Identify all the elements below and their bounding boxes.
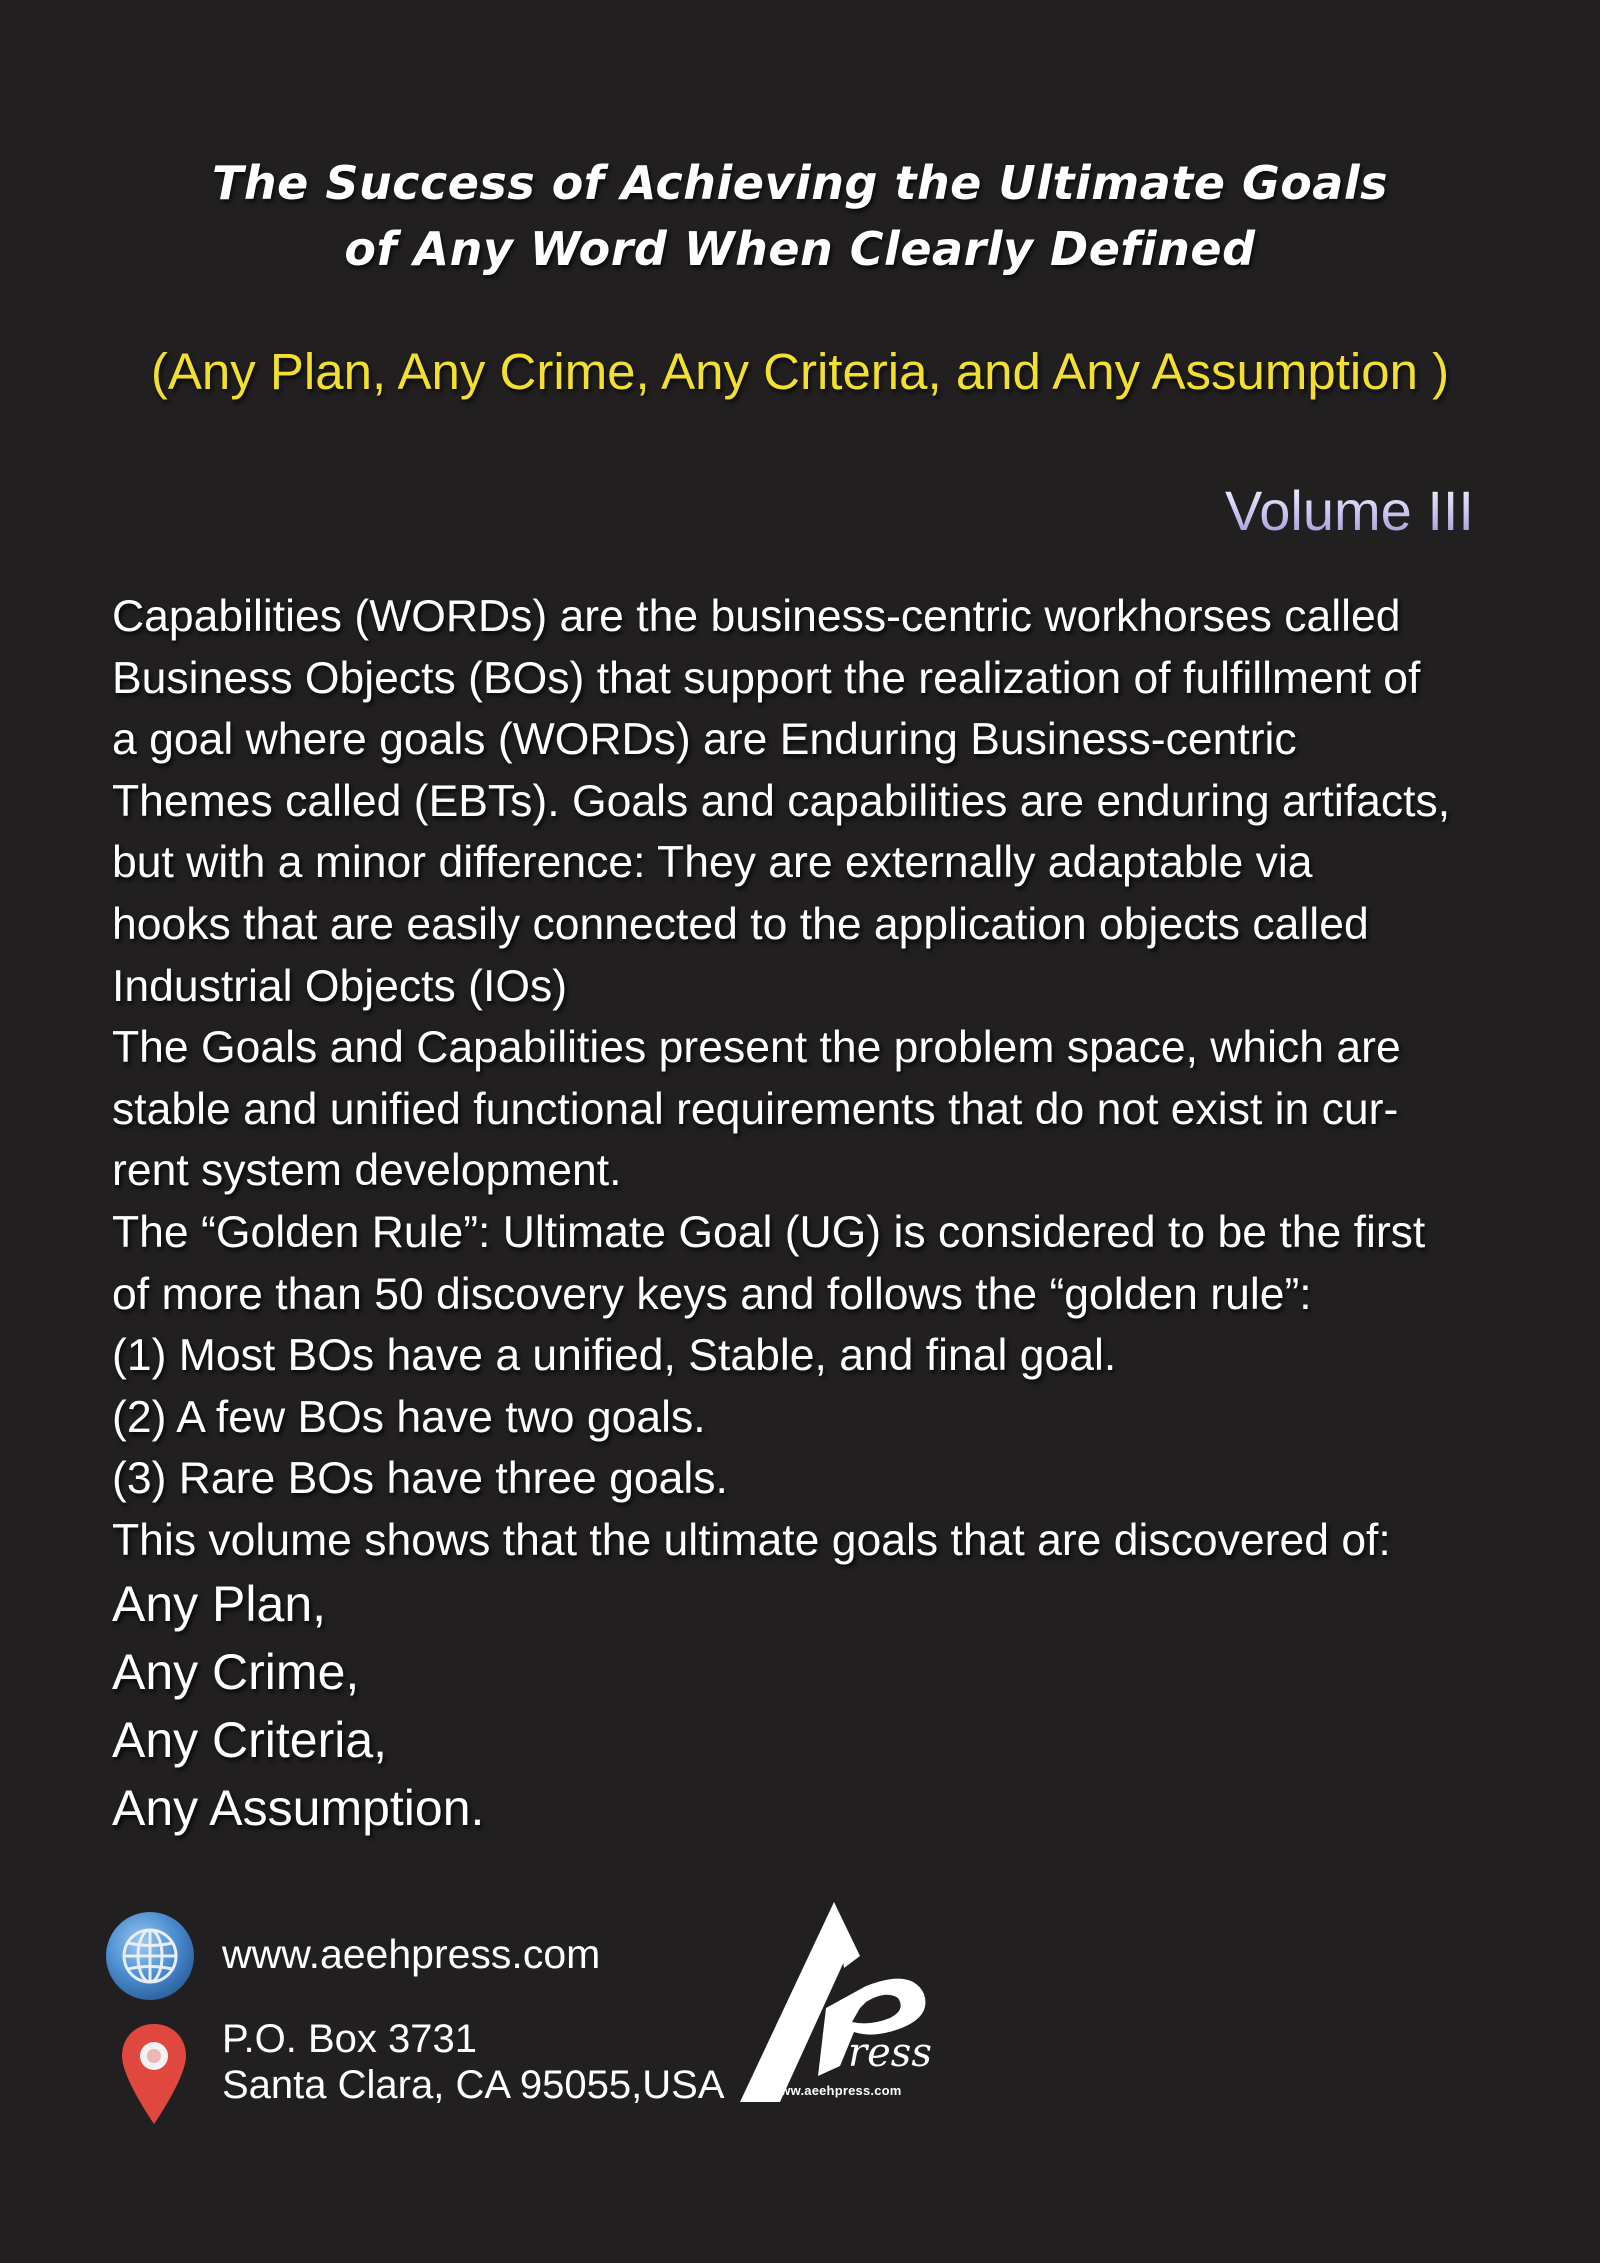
description-line: a goal where goals (WORDs) are Enduring Business-centric (112, 715, 1297, 765)
volume-label: Volume III (1225, 476, 1474, 546)
description-line: rent system development. (112, 1146, 622, 1196)
description-line: Themes called (EBTs). Goals and capabilities are enduring artifacts, (112, 776, 1451, 826)
globe-icon (104, 1910, 196, 2002)
description-line: stable and unified functional requirements that do not exist in cur- (112, 1084, 1399, 1134)
description-line: (1) Most BOs have a unified, Stable, and final goal. (112, 1331, 1117, 1381)
description-line: (3) Rare BOs have three goals. (112, 1454, 728, 1504)
description-line: The “Golden Rule”: Ultimate Goal (UG) is considered to be the first (112, 1207, 1426, 1257)
goal-item: Any Plan, (112, 1576, 327, 1632)
book-subtitle: (Any Plan, Any Crime, Any Criteria, and Any Assumption ) (150, 343, 1450, 400)
goal-item: Any Criteria, (112, 1712, 388, 1768)
description-line: This volume shows that the ultimate goals that are discovered of: (112, 1515, 1391, 1565)
description-line: hooks that are easily connected to the application objects called (112, 899, 1369, 949)
description-line: Capabilities (WORDs) are the business-centric workhorses called (112, 592, 1401, 641)
map-pin-icon (118, 2020, 190, 2128)
address-line-1: P.O. Box 3731 (222, 2017, 477, 2061)
description-text (112, 586, 1532, 1572)
website-link[interactable]: www.aeehpress.com (222, 1931, 601, 1977)
book-title-line-1: The Success of Achieving the Ultimate Goals (211, 156, 1388, 210)
description-line: of more than 50 discovery keys and follows the “golden rule”: (112, 1269, 1312, 1319)
press-logo-wordmark: ress (848, 2030, 932, 2076)
description-line: but with a minor difference: They are externally adaptable via (112, 838, 1313, 888)
mailing-address (222, 2016, 725, 2108)
description-line: (2) A few BOs have two goals. (112, 1392, 706, 1442)
description-line: Business Objects (BOs) that support the realization of fulfillment of (112, 653, 1421, 703)
description-line: The Goals and Capabilities present the problem space, which are (112, 1023, 1401, 1073)
description-line: Industrial Objects (IOs) (112, 961, 568, 1011)
press-logo (736, 1898, 942, 2114)
goals-list (112, 1570, 484, 1842)
goal-item: Any Assumption. (112, 1780, 485, 1836)
book-title-line-2: of Any Word When Clearly Defined (344, 222, 1256, 276)
address-line-2: Santa Clara, CA 95055,USA (222, 2063, 725, 2107)
logo-url-text: www.aeehpress.com (770, 2083, 902, 2098)
goal-item: Any Crime, (112, 1644, 360, 1700)
